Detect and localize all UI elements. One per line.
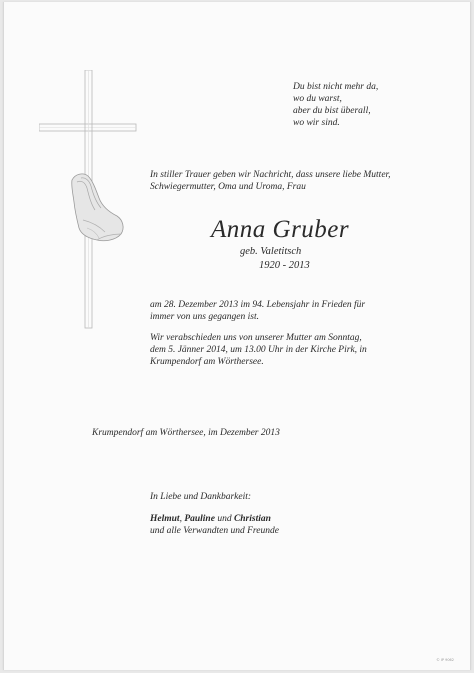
farewell-notice xyxy=(150,332,367,368)
farewell-line: dem 5. Jänner 2014, um 13.00 Uhr in der Kirche Pirk, in xyxy=(150,345,367,355)
birth-name: geb. Valetitsch xyxy=(240,246,302,257)
relatives-line: und alle Verwandten und Freunde xyxy=(150,526,279,536)
poem-verse xyxy=(293,81,378,129)
farewell-line: Krumpendorf am Wörthersee. xyxy=(150,357,264,367)
name-christian: Christian xyxy=(233,514,271,524)
place-date: Krumpendorf am Wörthersee, im Dezember 2013 xyxy=(92,428,280,438)
names-separator: , xyxy=(179,514,185,524)
name-helmut: Helmut xyxy=(150,514,180,524)
death-notice-line: immer von uns gegangen ist. xyxy=(150,312,259,322)
life-years: 1920 - 2013 xyxy=(259,260,310,271)
announcement-line: Schwiegermutter, Oma und Uroma, Frau xyxy=(150,182,306,192)
praying-hands-icon xyxy=(72,174,123,241)
announcement-text xyxy=(150,169,391,193)
cross-icon xyxy=(39,70,139,330)
poem-line: aber du bist überall, xyxy=(293,106,371,116)
poem-line: Du bist nicht mehr da, xyxy=(293,82,379,92)
names-separator: und xyxy=(214,514,234,524)
closing-intro: In Liebe und Dankbarkeit: xyxy=(150,492,252,502)
print-code: © IP 9062 xyxy=(436,658,454,662)
family-names xyxy=(150,513,279,525)
poem-line: wo wir sind. xyxy=(293,118,340,128)
farewell-line: Wir verabschieden uns von unserer Mutter am Sonntag, xyxy=(150,333,362,343)
death-notice-line: am 28. Dezember 2013 im 94. Lebensjahr in Frieden für xyxy=(150,300,366,310)
death-notice xyxy=(150,299,365,323)
obituary-page xyxy=(3,2,471,670)
closing-signatures xyxy=(150,513,279,537)
name-pauline: Pauline xyxy=(184,514,215,524)
poem-line: wo du warst, xyxy=(293,94,342,104)
announcement-line: In stiller Trauer geben wir Nachricht, dass unsere liebe Mutter, xyxy=(150,170,391,180)
deceased-name: Anna Gruber xyxy=(211,216,350,243)
